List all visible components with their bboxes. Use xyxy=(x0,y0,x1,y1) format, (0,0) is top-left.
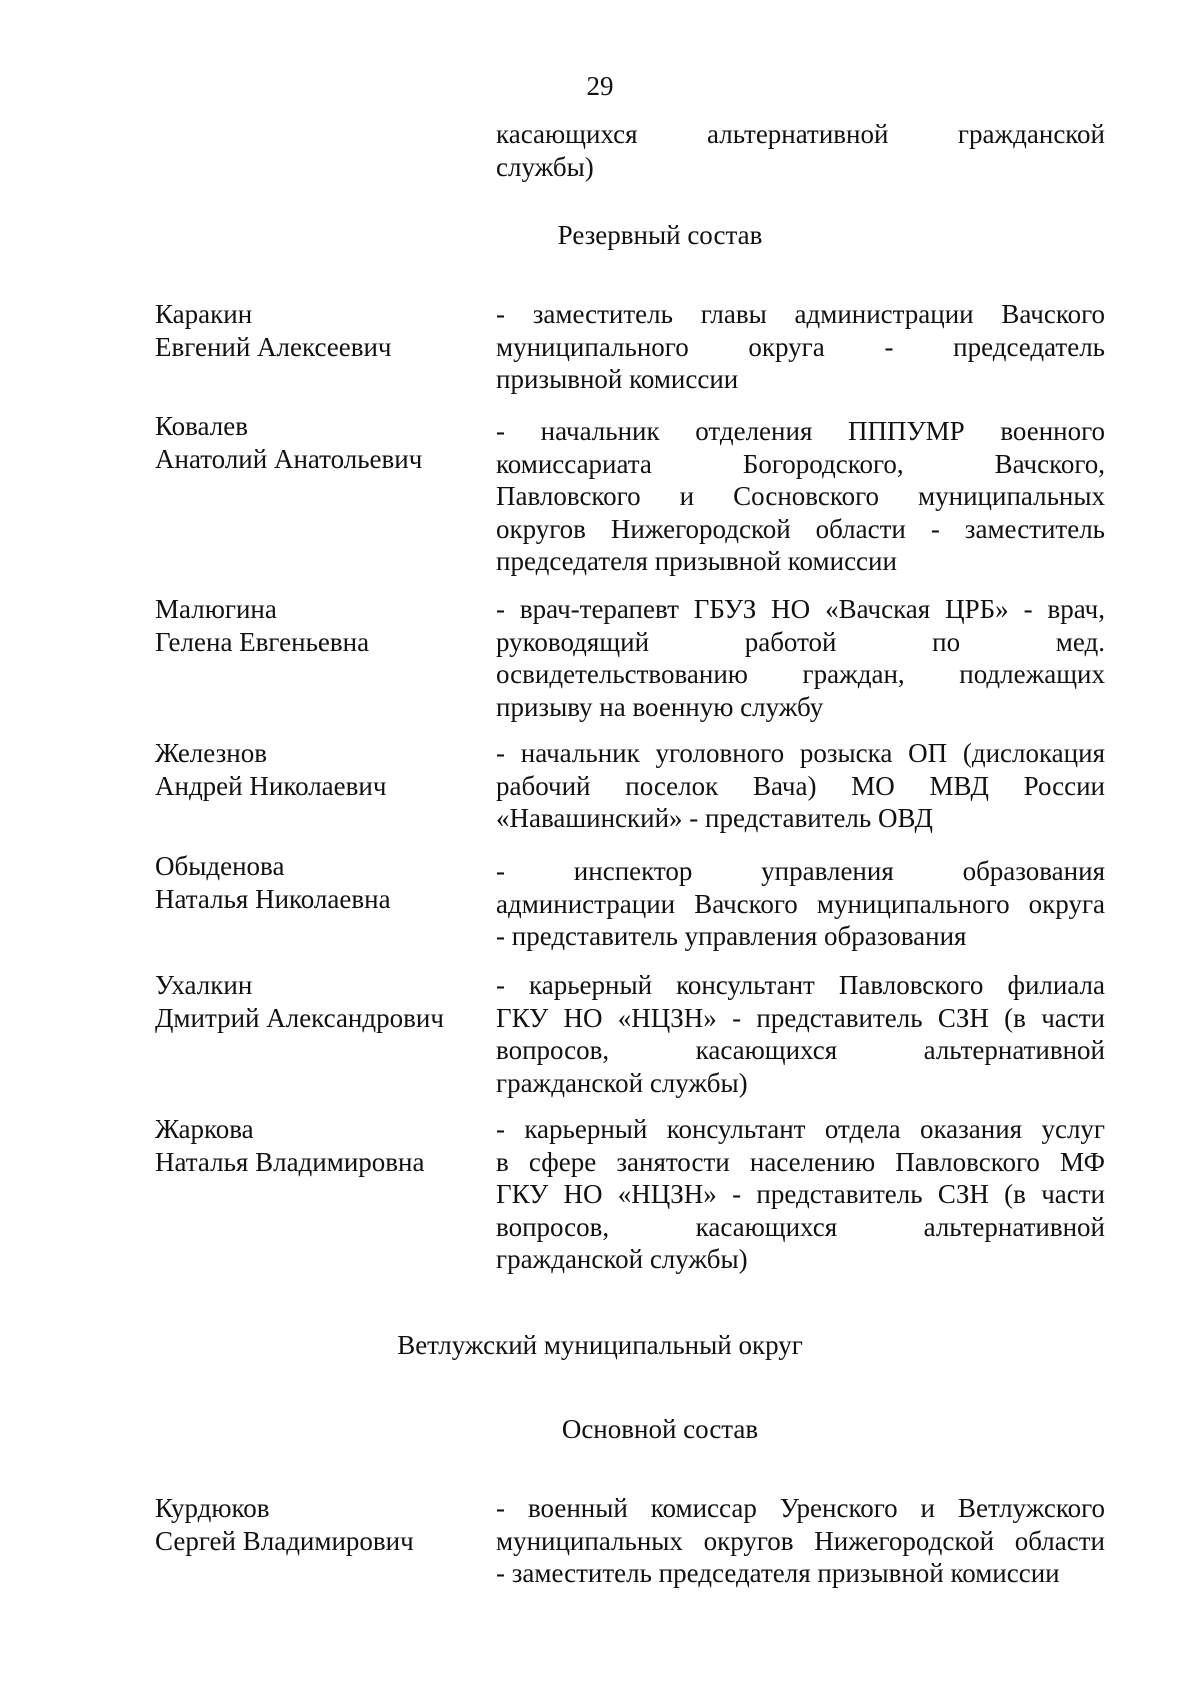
section-heading-reserve: Резервный состав xyxy=(557,220,763,250)
role-line: «Навашинский» - представитель ОВД xyxy=(496,803,933,833)
member-surname: Жаркова xyxy=(155,1114,254,1144)
role-line: вопросов, касающихся альтернативной xyxy=(496,1211,1105,1242)
member-role xyxy=(496,593,1105,723)
role-line: округов Нижегородской области - заместитель xyxy=(496,513,1105,544)
member-name xyxy=(155,593,485,658)
member-surname: Железнов xyxy=(155,738,267,768)
member-given-name: Евгений Алексеевич xyxy=(155,331,392,362)
role-line: - инспектор управления образования xyxy=(496,856,1105,886)
role-line: председателя призывной комиссии xyxy=(496,546,897,576)
member-name xyxy=(155,1492,485,1557)
role-line: в сфере занятости населению Павловского МФ xyxy=(496,1146,1105,1177)
role-line: - карьерный консультант отдела оказания услуг xyxy=(496,1114,1105,1144)
member-name xyxy=(155,969,485,1034)
member-name xyxy=(155,410,485,475)
member-given-name: Наталья Владимировна xyxy=(155,1146,425,1177)
member-surname: Малюгина xyxy=(155,594,277,624)
role-line: рабочий поселок Вача) МО МВД России xyxy=(496,770,1105,801)
member-surname: Каракин xyxy=(155,299,253,329)
member-role xyxy=(496,415,1105,578)
member-role xyxy=(496,1492,1105,1590)
member-given-name: Сергей Владимирович xyxy=(155,1525,414,1556)
role-line: ГКУ НО «НЦЗН» - представитель СЗН (в части xyxy=(496,1002,1105,1033)
role-line: муниципальных округов Нижегородской области xyxy=(496,1525,1105,1556)
role-line: руководящий работой по мед. xyxy=(496,626,1105,657)
member-surname: Ковалев xyxy=(155,411,248,441)
role-line: - врач-терапевт ГБУЗ НО «Вачская ЦРБ» - врач, xyxy=(496,594,1105,624)
role-line: призыву на военную службу xyxy=(496,691,824,722)
role-line: - представитель управления образования xyxy=(496,921,967,951)
member-name xyxy=(155,737,485,802)
role-line: - военный комиссар Уренского и Ветлужского xyxy=(496,1493,1105,1523)
member-role xyxy=(496,1113,1105,1276)
member-given-name: Анатолий Анатольевич xyxy=(155,443,423,474)
role-line: Павловского и Сосновского муниципальных xyxy=(496,481,1105,511)
member-given-name: Гелена Евгеньевна xyxy=(155,626,370,657)
role-line: - начальник отделения ПППУМР военного xyxy=(496,416,1105,446)
member-role xyxy=(496,855,1105,953)
role-line: освидетельствованию граждан, подлежащих xyxy=(496,659,1105,689)
member-name xyxy=(155,850,485,915)
district-heading: Ветлужский муниципальный округ xyxy=(397,1330,803,1360)
member-given-name: Наталья Николаевна xyxy=(155,883,391,914)
role-line: - начальник уголовного розыска ОП (дислокация xyxy=(496,738,1105,768)
member-given-name: Дмитрий Александрович xyxy=(155,1002,444,1033)
section-heading-main: Основной состав xyxy=(561,1414,759,1444)
member-name xyxy=(155,298,485,363)
text-line: службы) xyxy=(496,151,594,182)
member-surname: Курдюков xyxy=(155,1493,270,1523)
role-line: - карьерный консультант Павловского филиала xyxy=(496,970,1105,1000)
role-line: администрации Вачского муниципального округа xyxy=(496,888,1105,919)
text-line: касающихся альтернативной гражданской xyxy=(496,119,1105,149)
role-line: комиссариата Богородского, Вачского, xyxy=(496,448,1105,479)
role-line: гражданской службы) xyxy=(496,1067,748,1098)
member-given-name: Андрей Николаевич xyxy=(155,770,387,801)
role-line: гражданской службы) xyxy=(496,1244,748,1274)
member-name xyxy=(155,1113,485,1178)
role-line: вопросов, касающихся альтернативной xyxy=(496,1035,1105,1065)
member-role xyxy=(496,737,1105,835)
member-role xyxy=(496,969,1105,1099)
page-number: 29 xyxy=(586,71,614,101)
member-surname: Ухалкин xyxy=(155,970,253,1000)
role-line: призывной комиссии xyxy=(496,364,739,394)
role-line: - заместитель главы администрации Вачского xyxy=(496,299,1105,329)
continuation-text xyxy=(496,118,1105,183)
member-role xyxy=(496,298,1105,396)
role-line: ГКУ НО «НЦЗН» - представитель СЗН (в части xyxy=(496,1179,1105,1209)
member-surname: Обыденова xyxy=(155,851,285,881)
role-line: - заместитель председателя призывной комиссии xyxy=(496,1558,1060,1588)
role-line: муниципального округа - председатель xyxy=(496,331,1105,362)
